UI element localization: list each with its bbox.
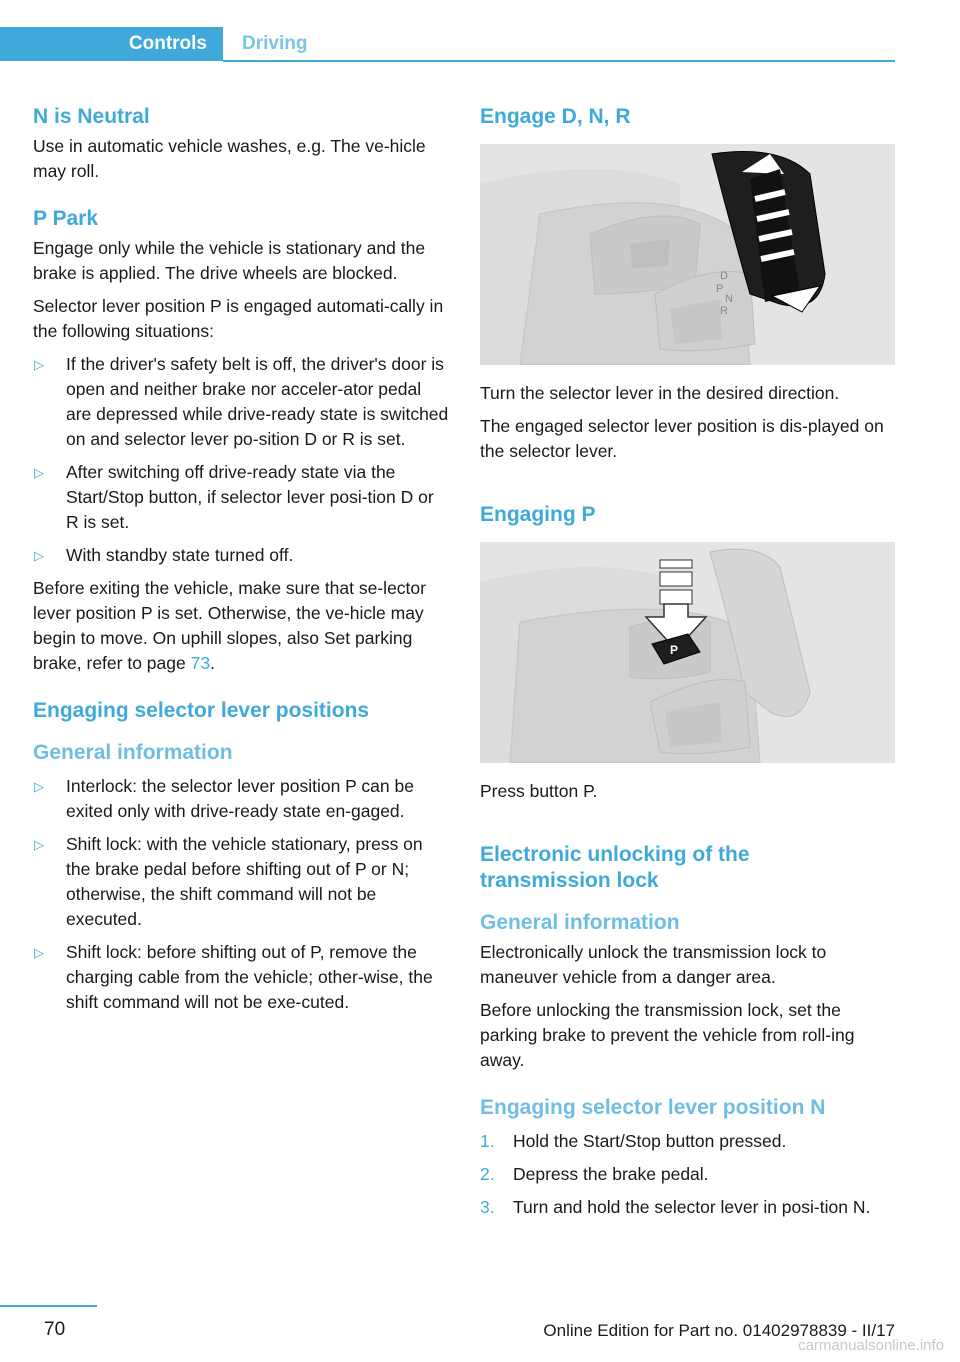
press-p-button-illustration [480,542,895,763]
dnr-heading: Engage D, N, R [480,105,631,128]
unlock-text-2: Before unlocking the transmission lock, set the parking brake to prevent the vehicle from roll-ing away. [480,1000,855,1070]
unlock-heading: Electronic unlocking of the transmission lock [480,843,750,892]
right-column [480,100,895,1220]
list-item: 3. Turn and hold the selector lever in posi-tion N. [480,1197,871,1217]
selector-lever-rotate-figure [480,144,895,365]
svg-text:R: R [720,305,728,317]
svg-text:P: P [670,643,679,657]
footer-divider [0,1305,97,1307]
engaging-p-heading: Engaging P [480,503,596,526]
general-info-heading: General information [33,741,233,764]
list-item: ▷ If the driver's safety belt is off, the driver's door is open and neither brake nor acceler-ator pedal are depressed while drive-ready state is switched on and selector lever po-sition D or R is set. [34,354,449,449]
engage-n-heading: Engaging selector lever position N [480,1096,826,1119]
list-item: ▷ Shift lock: before shifting out of P, remove the charging cable from the vehicle; other-wise, the shift command will not be exe-cuted. [34,942,433,1012]
list-item: ▷ Interlock: the selector lever position P can be exited only with drive-ready state en-gaged. [34,776,414,821]
unlock-general-heading: General information [480,911,680,934]
dnr-text-1: Turn the selector lever in the desired direction. [480,383,840,403]
page-header [0,27,895,61]
triangle-bullet-icon: ▷ [34,465,44,480]
list-item: ▷ With standby state turned off. [33,543,450,568]
dnr-text-2: The engaged selector lever position is dis-played on the selector lever. [480,416,884,461]
press-p-button-figure [480,542,895,763]
header-divider [223,60,895,62]
list-item: ▷ Shift lock: with the vehicle stationary, press on the brake pedal before shifting out of P or N; otherwise, the shift command will not be executed. [34,834,423,929]
park-list [33,352,450,568]
park-heading: P Park [33,207,98,230]
exit-text: Before exiting the vehicle, make sure that se-lector lever position P is set. Otherwise, the ve-hicle may begin to move. On uphill slopes, also Set parking brake, refer to page 73. [33,578,426,673]
press-p-text: Press button P. [480,781,598,801]
park-text-1: Engage only while the vehicle is stationary and the brake is applied. The drive wheels are blocked. [33,238,426,283]
triangle-bullet-icon: ▷ [34,357,44,372]
page-number: 70 [44,1319,66,1340]
triangle-bullet-icon: ▷ [34,837,44,852]
watermark: carmanualsonline.info [798,1337,944,1354]
svg-text:N: N [725,293,733,305]
neutral-text: Use in automatic vehicle washes, e.g. The ve-hicle may roll. [33,136,426,181]
left-column [33,100,450,1015]
svg-text:D: D [720,270,728,282]
engage-n-steps [480,1129,895,1220]
list-item: ▷ After switching off drive-ready state via the Start/Stop button, if selector lever posi-tion D or R is set. [34,462,434,532]
selector-lever-rotate-illustration [480,144,895,365]
engaging-heading: Engaging selector lever positions [33,699,370,722]
list-item: 1. Hold the Start/Stop button pressed. [480,1131,787,1151]
edition-note: Online Edition for Part no. 01402978839 - II/17 [543,1321,895,1340]
neutral-heading: N is Neutral [33,105,150,128]
list-item: 2. Depress the brake pedal. [480,1164,709,1184]
triangle-bullet-icon: ▷ [34,779,44,794]
unlock-text-1: Electronically unlock the transmission lock to maneuver vehicle from a danger area. [480,942,827,987]
svg-text:P: P [716,283,724,295]
tab-driving[interactable]: Driving [242,33,308,54]
triangle-bullet-icon: ▷ [34,945,44,960]
triangle-bullet-icon: ▷ [34,548,44,563]
tab-controls[interactable]: Controls [0,27,223,61]
general-list [33,774,450,1015]
park-text-2: Selector lever position P is engaged automati-cally in the following situations: [33,296,444,341]
page-reference-link[interactable]: 73 [190,653,211,673]
